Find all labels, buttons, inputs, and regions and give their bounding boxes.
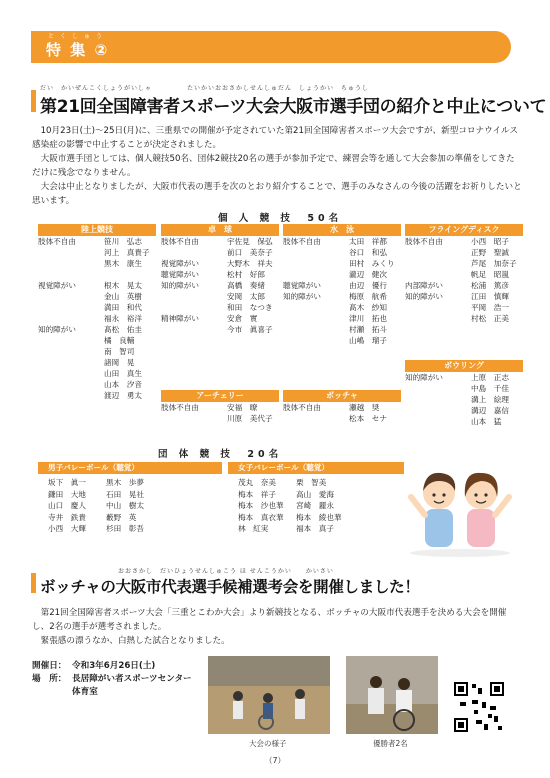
athlete-name: 由辺 優行 — [349, 281, 387, 290]
disability-category — [283, 324, 349, 335]
disability-category — [405, 313, 471, 324]
athlete-list — [405, 372, 523, 427]
athlete-row — [161, 302, 279, 313]
disability-category: 知的障がい — [161, 281, 199, 290]
roster-row — [238, 477, 348, 489]
player-name: 宮崎 麗永 — [296, 501, 334, 510]
disability-category — [283, 269, 349, 280]
disability-category: 視覚障がい — [161, 259, 199, 268]
disability-category — [283, 258, 349, 269]
intro-paragraph: 大阪市選手団としては、個人競技50名、団体2競技20名の選手が参加予定で、練習会等を通して大会参加の準備をしてきただけに残念でなりません。 — [32, 154, 515, 178]
athlete-name: 安福 暸 — [227, 403, 258, 412]
athlete-list — [161, 402, 279, 424]
athlete-name: 谷口 和弘 — [349, 248, 387, 257]
disability-category — [161, 247, 227, 258]
athlete-name: 満田 和代 — [104, 303, 142, 312]
athlete-row — [283, 313, 401, 324]
disability-category — [38, 335, 104, 346]
athlete-name: 瀬越 奨 — [349, 403, 380, 412]
athlete-row — [405, 372, 523, 383]
athlete-row — [161, 247, 279, 258]
athlete-row — [405, 405, 523, 416]
disability-category — [161, 302, 227, 313]
section2-paragraph: 第21回全国障害者スポーツ大会「三重とこわか大会」より新競技となる、ボッチャの大阪市代表選手を決める大会を開催し、2名の選手が選考されました。 — [32, 608, 507, 632]
disability-category — [38, 379, 104, 390]
player-name: 福本 真子 — [296, 524, 334, 533]
athlete-row — [405, 302, 523, 313]
event-photo — [208, 656, 330, 734]
disability-category — [405, 405, 471, 416]
athlete-name: 髙松 佑圭 — [104, 325, 142, 334]
athlete-row — [38, 379, 156, 390]
athlete-row — [161, 269, 279, 280]
date-label: 開催日： — [32, 661, 67, 671]
section2-title: ボッチャの大阪市代表選手候補選考会を開催しました！ — [40, 578, 420, 596]
disability-category — [38, 302, 104, 313]
player-name: 林 紅実 — [238, 524, 269, 533]
qr-code[interactable] — [454, 682, 504, 732]
athlete-list — [161, 236, 279, 335]
athlete-name: 津川 拓也 — [349, 314, 387, 323]
sport-heading: 卓 球 — [161, 224, 279, 236]
disability-category — [38, 390, 104, 401]
children-illustration — [405, 457, 515, 557]
disability-category — [161, 413, 227, 424]
player-name: 杉田 彰吾 — [106, 524, 144, 533]
athlete-row — [405, 269, 523, 280]
winners-photo — [346, 656, 438, 734]
disability-category — [38, 247, 104, 258]
roster-row — [238, 512, 348, 524]
athlete-row — [405, 291, 523, 302]
athlete-row — [38, 324, 156, 335]
athlete-name: 松浦 篤彦 — [471, 281, 509, 290]
title-accent-bar — [31, 90, 36, 112]
disability-category: 精神障がい — [161, 314, 199, 323]
intro-paragraph: 10月23日(土)～25日(月)に、三重県での開催が予定されていた第21回全国障害者スポーツ大会ですが、新型コロナウイルス感染症の影響で中止することが決定されました。 — [32, 126, 518, 150]
athlete-name: 溝上 絵理 — [471, 395, 509, 404]
disability-category — [38, 313, 104, 324]
athlete-row — [283, 324, 401, 335]
athlete-name: 太田 祥都 — [349, 237, 387, 246]
roster-row — [238, 489, 348, 501]
athlete-name: 平岡 浩一 — [471, 303, 509, 312]
page-number: （7） — [264, 756, 286, 765]
athlete-row — [38, 335, 156, 346]
athlete-row — [161, 258, 279, 269]
disability-category — [283, 302, 349, 313]
athlete-name: 黒木 康生 — [104, 259, 142, 268]
banner-ruby: とくしゅう — [48, 33, 109, 40]
disability-category: 聴覚障がい — [161, 270, 199, 279]
disability-category — [283, 413, 349, 424]
sport-heading: ボウリング — [405, 360, 523, 372]
disability-category: 肢体不自由 — [283, 403, 321, 412]
disability-category — [38, 346, 104, 357]
athlete-row — [283, 236, 401, 247]
player-name: 小西 大輝 — [48, 524, 86, 533]
athlete-row — [38, 258, 156, 269]
sport-swimming — [283, 224, 401, 346]
athlete-name: 村瀬 拓斗 — [349, 325, 387, 334]
sport-bowling — [405, 360, 523, 427]
athlete-row — [38, 247, 156, 258]
athlete-name: 芦尾 加奈子 — [471, 259, 517, 268]
team-heading-men: 男子バレーボール（聴覚） — [38, 462, 222, 474]
athlete-row — [38, 368, 156, 379]
athlete-name: 山本 汐音 — [104, 380, 142, 389]
sport-heading: アーチェリー — [161, 390, 279, 402]
disability-category: 聴覚障がい — [283, 281, 321, 290]
athlete-list — [283, 402, 401, 424]
athlete-row — [38, 291, 156, 302]
disability-category: 内部障がい — [405, 281, 443, 290]
athlete-row — [161, 280, 279, 291]
athlete-name: 上原 正志 — [471, 373, 509, 382]
title-ruby: だい かいぜんこくしょうがいしゃ たいかいおおさかしせんしゅだん しょうかい ちゅうし — [40, 85, 370, 92]
sport-track — [38, 224, 156, 401]
athlete-row — [38, 236, 156, 247]
player-name: 梅本 沙也華 — [238, 501, 284, 510]
athlete-list — [38, 236, 156, 401]
disability-category — [38, 258, 104, 269]
athlete-list — [283, 236, 401, 346]
team-heading-women: 女子バレーボール（聴覚） — [228, 462, 404, 474]
place-label: 場 所： — [32, 674, 67, 684]
athlete-name: 安倉 實 — [227, 314, 258, 323]
sport-heading: 水 泳 — [283, 224, 401, 236]
athlete-name: 前口 美奈子 — [227, 248, 273, 257]
athlete-row — [38, 357, 156, 368]
disability-category — [405, 302, 471, 313]
player-name: 梅本 綾也華 — [296, 512, 342, 522]
section2-paragraph: 緊張感の漂うなか、白熱した試合となりました。 — [40, 636, 230, 646]
disability-category — [161, 291, 227, 302]
player-name: 藪野 英 — [106, 512, 137, 522]
intro-text — [32, 124, 522, 208]
athlete-row — [161, 402, 279, 413]
athlete-row — [161, 313, 279, 324]
disability-category: 肢体不自由 — [405, 237, 443, 246]
athlete-list — [405, 236, 523, 324]
player-name: 鎌田 大地 — [48, 489, 86, 499]
athlete-name: 川原 美代子 — [227, 414, 273, 423]
athlete-row — [161, 413, 279, 424]
roster-row — [48, 512, 158, 524]
date-value: 令和3年6月26日(土) — [72, 661, 156, 671]
athlete-name: 江田 慎輝 — [471, 292, 509, 301]
athlete-row — [283, 269, 401, 280]
disability-category: 知的障がい — [405, 373, 443, 382]
athlete-name: 溝辺 嘉信 — [471, 406, 509, 415]
sport-flying-disc — [405, 224, 523, 324]
sport-heading: ボッチャ — [283, 390, 401, 402]
disability-category: 肢体不自由 — [161, 237, 199, 246]
athlete-name: 橘 良輔 — [104, 336, 135, 345]
disability-category — [405, 258, 471, 269]
athlete-row — [283, 302, 401, 313]
athlete-row — [283, 280, 401, 291]
athlete-name: 今市 眞喜子 — [227, 325, 273, 334]
player-name: 山口 慶人 — [48, 501, 86, 510]
athlete-row — [283, 413, 401, 424]
athlete-name: 帆足 昭嵐 — [471, 270, 509, 279]
athlete-name: 中島 千佳 — [471, 384, 509, 393]
player-name: 梅本 祥子 — [238, 489, 276, 499]
disability-category: 知的障がい — [405, 292, 443, 301]
disability-category — [405, 416, 471, 427]
disability-category — [161, 324, 227, 335]
athlete-row — [405, 236, 523, 247]
roster-row — [48, 489, 158, 501]
player-name: 黒木 歩夢 — [106, 478, 144, 487]
athlete-row — [405, 313, 523, 324]
athlete-row — [405, 247, 523, 258]
sport-heading: 陸上競技 — [38, 224, 156, 236]
athlete-row — [283, 402, 401, 413]
athlete-name — [104, 269, 156, 280]
athlete-name: 松村 好郎 — [227, 270, 265, 279]
athlete-name: 大野木 祥夫 — [227, 259, 273, 268]
section2-ruby: おおさかし だいひょうせんしゅこう ほ せんこうかい かいさい — [118, 568, 334, 575]
photo-caption: 大会の様子 — [249, 739, 287, 748]
sport-table-tennis — [161, 224, 279, 335]
athlete-name: 福永 裕洋 — [104, 314, 142, 323]
photo-caption: 優勝者2名 — [373, 739, 408, 748]
team-roster-men — [48, 477, 158, 535]
disability-category — [283, 313, 349, 324]
athlete-name: 和田 なつき — [227, 303, 273, 312]
disability-category — [38, 357, 104, 368]
athlete-name: 田村 みくり — [349, 259, 395, 268]
disability-category — [405, 247, 471, 258]
roster-row — [48, 477, 158, 489]
athlete-row — [38, 313, 156, 324]
athlete-row — [283, 247, 401, 258]
athlete-row — [405, 394, 523, 405]
disability-category: 知的障がい — [38, 325, 76, 334]
disability-category: 知的障がい — [283, 292, 321, 301]
disability-category — [405, 269, 471, 280]
athlete-name: 笹川 弘志 — [104, 237, 142, 246]
sport-boccia — [283, 390, 401, 424]
disability-category: 肢体不自由 — [161, 403, 199, 412]
athlete-name: 河上 真貴子 — [104, 248, 150, 257]
athlete-name: 瀧辺 健次 — [349, 270, 387, 279]
player-name: 高山 愛海 — [296, 489, 334, 499]
section2-accent-bar — [31, 573, 36, 593]
roster-row — [238, 500, 348, 512]
roster-row — [238, 523, 348, 535]
athlete-row — [405, 258, 523, 269]
disability-category — [38, 291, 104, 302]
athlete-name: 山本 猛 — [471, 417, 502, 426]
athlete-row — [283, 291, 401, 302]
disability-category — [283, 247, 349, 258]
athlete-row — [283, 335, 401, 346]
sport-archery — [161, 390, 279, 424]
athlete-name: 宇佐見 保弘 — [227, 237, 273, 246]
player-name: 石田 晃社 — [106, 489, 144, 499]
athlete-name: 渡辺 勇太 — [104, 391, 142, 400]
athlete-row — [405, 280, 523, 291]
athlete-row — [38, 346, 156, 357]
individual-section-title: 個 人 競 技 50名 — [218, 213, 343, 224]
place-value-room: 体育室 — [72, 687, 98, 697]
banner-label: 特 集 ② — [46, 41, 110, 59]
athlete-row — [38, 302, 156, 313]
athlete-row — [405, 416, 523, 427]
intro-paragraph: 大会は中止となりましたが、大阪市代表の選手を次のとおり紹介することで、選手のみなさんの今後の活躍をお祈りしたいと思います。 — [32, 182, 522, 206]
team-roster-women — [238, 477, 348, 535]
athlete-row — [38, 280, 156, 291]
athlete-row — [405, 383, 523, 394]
player-name: 栗 智美 — [296, 478, 327, 487]
athlete-name: 安岡 太郎 — [227, 292, 265, 301]
sport-heading: フライングディスク — [405, 224, 523, 236]
athlete-name: 南 智司 — [104, 347, 135, 356]
athlete-name: 村松 正美 — [471, 314, 509, 323]
athlete-name: 金山 英樹 — [104, 292, 142, 301]
athlete-name: 髙木 紗知 — [349, 303, 387, 312]
player-name: 茂丸 奈美 — [238, 478, 276, 487]
disability-category — [38, 368, 104, 379]
disability-category — [405, 394, 471, 405]
disability-category: 肢体不自由 — [283, 237, 321, 246]
athlete-name: 山田 真生 — [104, 369, 142, 378]
event-info — [32, 660, 192, 699]
page-title: 第21回全国障害者スポーツ大会大阪市選手団の紹介と中止について — [40, 97, 547, 117]
roster-row — [48, 523, 158, 535]
athlete-name: 正野 聖誠 — [471, 248, 509, 257]
disability-category — [38, 269, 104, 280]
athlete-row — [161, 291, 279, 302]
athlete-name: 梅原 航希 — [349, 292, 387, 301]
player-name: 梅本 真衣華 — [238, 512, 284, 522]
section2-text — [32, 606, 512, 648]
athlete-row — [38, 390, 156, 401]
athlete-name: 根木 晃太 — [104, 281, 142, 290]
athlete-row — [161, 324, 279, 335]
disability-category — [405, 383, 471, 394]
athlete-row — [161, 236, 279, 247]
player-name: 坂下 眞一 — [48, 478, 86, 487]
team-section-title: 団 体 競 技 20名 — [158, 449, 283, 460]
disability-category: 視覚障がい — [38, 281, 76, 290]
athlete-name: 小西 昭子 — [471, 237, 509, 246]
athlete-name: 高橋 奏緒 — [227, 281, 265, 290]
player-name: 中山 樹太 — [106, 501, 144, 510]
place-value: 長居障がい者スポーツセンター — [72, 674, 192, 684]
athlete-row — [283, 258, 401, 269]
athlete-name: 松本 セナ — [349, 414, 387, 423]
roster-row — [48, 500, 158, 512]
athlete-row — [38, 269, 156, 280]
athlete-name: 諸岡 晃 — [104, 358, 135, 367]
disability-category: 肢体不自由 — [38, 237, 76, 246]
athlete-name: 山嶋 瑠子 — [349, 336, 387, 345]
disability-category — [283, 335, 349, 346]
player-name: 寺井 鉄貴 — [48, 512, 86, 522]
